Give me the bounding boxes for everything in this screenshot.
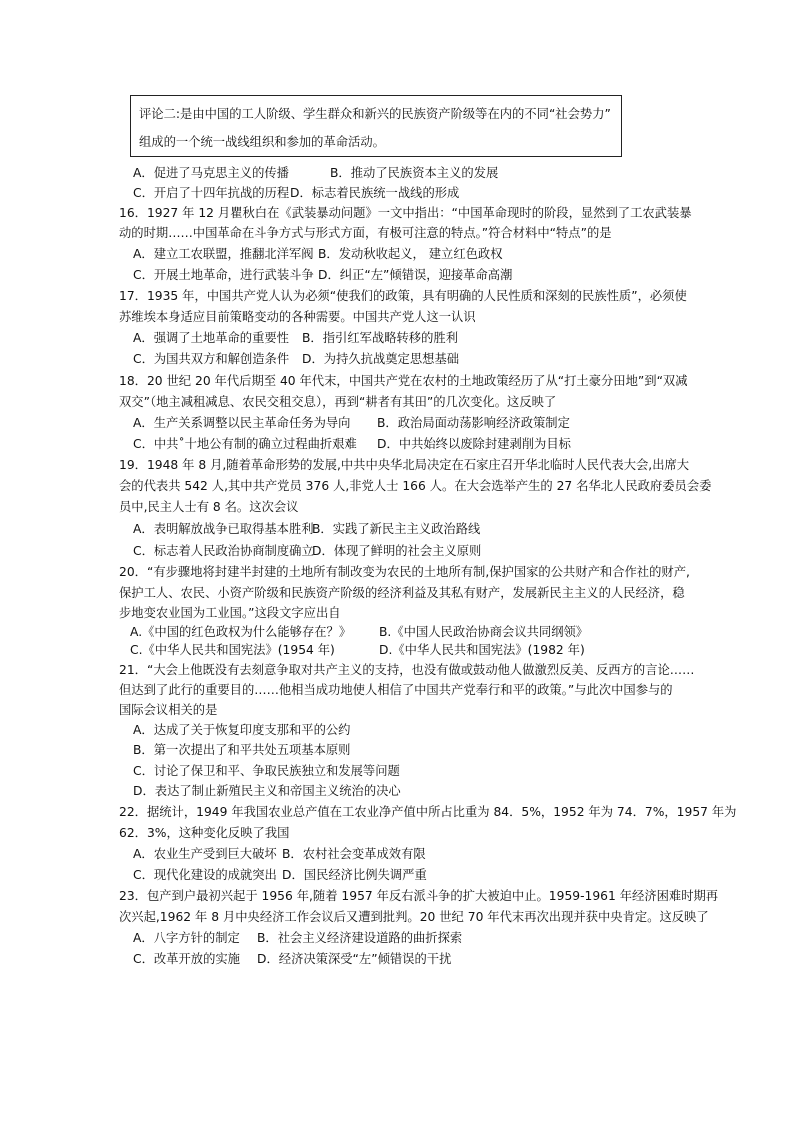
q17-option-a: A．强调了土地革命的重要性 (133, 331, 289, 345)
q21-option-b: B．第一次提出了和平共处五项基本原则 (133, 743, 351, 757)
quote-line-2: 组成的一个统一战线组织和参加的革命活动。 (139, 135, 385, 149)
q21-stem-line-3: 国际会议相关的是 (119, 703, 218, 717)
q20-option-d: D.《中华人民共和国宪法》(1982 年) (379, 643, 585, 657)
q20-stem-line-2: 保护工人、农民、小资产阶级和民族资产阶级的经济利益及其私有财产，发展新民主主义的人民经济，稳 (119, 586, 685, 600)
q18-stem-line-2: 双交”（地主减租减息、农民交租交息），再到“耕者有其田”的几次变化。这反映了 (119, 395, 557, 409)
q22-option-d: D．国民经济比例失调严重 (282, 868, 427, 882)
q23-option-c: C．改革开放的实施 (133, 952, 240, 966)
q21-option-d: D．表达了制止新殖民主义和帝国主义统治的决心 (133, 784, 401, 798)
q16-option-a: A．建立工农联盟，推翻北洋军阀 (133, 247, 314, 261)
q15-option-b: B．推动了民族资本主义的发展 (330, 166, 499, 180)
q17-stem-line-2: 苏维埃本身适应目前策略变动的各种需要。中国共产党人这一认识 (119, 310, 476, 324)
q19-stem-line-1: 19．1948 年 8 月,随着革命形势的发展,中共中央华北局决定在石家庄召开华北临时人民代表大会,出席大 (119, 458, 690, 472)
q16-stem-line-1: 16．1927 年 12 月瞿秋白在《武装暴动问题》一文中指出：“中国革命现时的阶段，显然到了工农武装暴 (119, 206, 692, 220)
q23-stem-line-1: 23．包产到户最初兴起于 1956 年,随着 1957 年反右派斗争的扩大被迫中止。1959-1961 年经济困难时期再 (119, 889, 719, 903)
q17-option-d: D．为持久抗战奠定思想基础 (302, 352, 460, 366)
q18-option-c: C．中共˚十地公有制的确立过程曲折艰难 (133, 437, 357, 451)
q22-stem-line-2: 62．3%，这种变化反映了我国 (119, 826, 290, 840)
q19-option-b: B．实践了新民主主义政治路线 (312, 522, 481, 536)
q20-stem-line-1: 20．“有步骤地将封建半封建的土地所有制改变为农民的土地所有制,保护国家的公共财产和合作社的财产, (119, 565, 690, 579)
q15-option-c: C．开启了十四年抗战的历程 (133, 186, 290, 200)
q16-option-c: C．开展土地革命，进行武装斗争 (133, 268, 314, 282)
q23-option-b: B．社会主义经济建设道路的曲折探索 (257, 931, 463, 945)
q16-option-b: B．发动秋收起义， 建立红色政权 (318, 247, 503, 261)
q19-option-a: A．表明解放战争已取得基本胜利 (133, 522, 314, 536)
q16-option-d: D．纠正“左”倾错误，迎接革命高潮 (318, 268, 513, 282)
q20-stem-line-3: 步地变农业国为工业国。”这段文字应出自 (119, 606, 341, 620)
q16-stem-line-2: 动的时期……中国革命在斗争方式与形式方面，有极可注意的特点。”符合材料中“特点”的是 (119, 226, 612, 240)
q22-stem-line-1: 22．据统计，1949 年我国农业总产值在工农业净产值中所占比重为 84．5%，1952 年为 74．7%，1957 年为 (119, 805, 737, 819)
q17-option-b: B．指引红军战略转移的胜利 (302, 331, 458, 345)
q19-option-d: D．体现了鲜明的社会主义原则 (312, 544, 482, 558)
quote-box (130, 95, 622, 157)
q17-stem-line-1: 17．1935 年，中国共产党人认为必须“使我们的政策，具有明确的人民性质和深刻的民族性质”，必须使 (119, 289, 687, 303)
q21-stem-line-2: 但达到了此行的重要目的……他相当成功地使人相信了中国共产党奉行和平的政策。”与此次中国参与的 (119, 683, 673, 697)
quote-line-1: 评论二:是由中国的工人阶级、学生群众和新兴的民族资产阶级等在内的不同“社会势力” (139, 107, 611, 121)
q23-option-a: A．八字方针的制定 (133, 931, 240, 945)
q20-option-a: A.《中国的红色政权为什么能够存在？》 (130, 625, 352, 639)
q18-option-b: B．政治局面动荡影响经济政策制定 (377, 416, 570, 430)
q19-stem-line-3: 员中,民主人士有 8 名。这次会议 (119, 500, 299, 514)
q19-stem-line-2: 会的代表共 542 人,其中共产党员 376 人,非党人士 166 人。在大会选举产生的 27 名华北人民政府委员会委 (119, 479, 712, 493)
q15-option-a: A．促进了马克思主义的传播 (133, 166, 289, 180)
q19-option-c: C．标志着人民政治协商制度确立 (133, 544, 314, 558)
q21-stem-line-1: 21．“大会上他既没有去刻意争取对共产主义的支持，也没有做或鼓动他人做激烈反美、反西方的言论…… (119, 663, 695, 677)
q20-option-c: C.《中华人民共和国宪法》(1954 年) (130, 643, 335, 657)
q23-option-d: D．经济决策深受“左”倾错误的干扰 (257, 952, 452, 966)
q21-option-c: C．讨论了保卫和平、争取民族独立和发展等问题 (133, 764, 400, 778)
q22-option-a: A．农业生产受到巨大破坏 (133, 847, 277, 861)
q23-stem-line-2: 次兴起,1962 年 8 月中央经济工作会议后又遭到批判。20 世纪 70 年代末再次出现并获中央肯定。这反映了 (119, 910, 709, 924)
q18-stem-line-1: 18．20 世纪 20 年代后期至 40 年代末，中国共产党在农村的土地政策经历了从“打土豪分田地”到“双减 (119, 374, 688, 388)
q22-option-c: C．现代化建设的成就突出 (133, 868, 277, 882)
q20-option-b: B.《中国人民政治协商会议共同纲领》 (379, 625, 589, 639)
q21-option-a: A．达成了关于恢复印度支那和平的公约 (133, 723, 351, 737)
q22-option-b: B．农村社会变革成效有限 (282, 847, 426, 861)
q17-option-c: C．为国共双方和解创造条件 (133, 352, 290, 366)
q18-option-d: D．中共始终以废除封建剥削为目标 (377, 437, 571, 451)
q18-option-a: A．生产关系调整以民主革命任务为导向 (133, 416, 351, 430)
q15-option-d: D．标志着民族统一战线的形成 (290, 186, 460, 200)
